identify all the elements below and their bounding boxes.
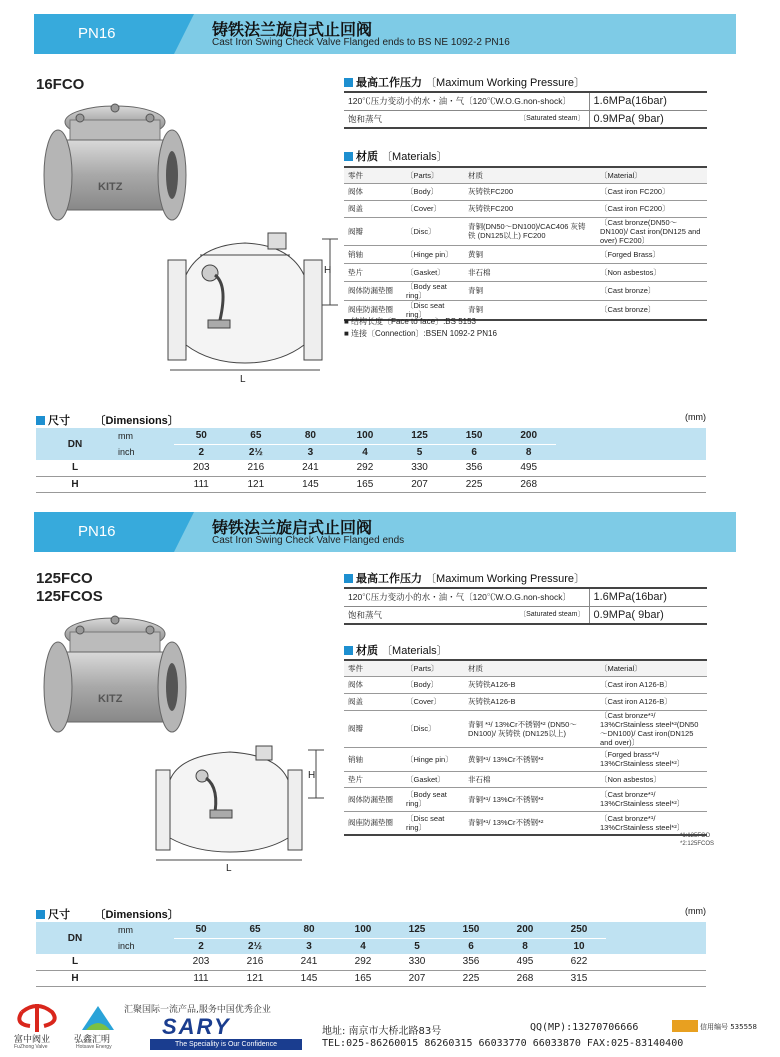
model-name: 16FCO xyxy=(36,76,85,93)
table-row: 零件 〔Parts〕 材质 〔Material〕 xyxy=(344,167,707,183)
dim-H-label: H xyxy=(324,265,332,276)
valve-logo: KITZ xyxy=(98,181,123,193)
logo1-name: 富中阀业 xyxy=(14,1035,51,1045)
brand-logo: SARY xyxy=(162,1014,231,1039)
table-row: 阀瓣 〔Disc〕 青铜(DN50～DN100)/CAC406 灰铸铁 (DN125以上) FC200 〔Cast bronze(DN50～DN100)/ Cast iron(DN125 and over) FC200〕 xyxy=(344,217,707,245)
valve-photo xyxy=(40,612,190,744)
address: 地址: 南京市大桥北路83号 xyxy=(322,1026,442,1037)
section1-banner xyxy=(34,14,736,54)
model-name: 125FCO 125FCOS xyxy=(36,570,103,605)
bullet-square-icon xyxy=(344,646,353,655)
table-row: 阀盖 〔Cover〕 灰铸铁A126-B 〔Cast iron A126-B〕 xyxy=(344,693,707,710)
pressure-condition: 120℃压力变动小的水・油・气〔120℃W.O.G.non-shock〕 xyxy=(344,588,589,606)
section2-banner xyxy=(34,512,736,552)
dimensions-heading: 尺寸 〔Dimensions〕 (mm) xyxy=(36,906,706,922)
pressure-heading: 最高工作压力 〔Maximum Working Pressure〕 xyxy=(344,74,585,90)
footer xyxy=(0,998,780,1057)
table-row: DN mm 50 65 80 100 125 150 200 xyxy=(36,428,706,444)
dimensions-table xyxy=(36,922,706,987)
table-row: 阀瓣 〔Disc〕 青铜 *¹/ 13%Cr不锈钢*² (DN50～DN100)/ 灰铸铁 (DN125以上) 〔Cast bronze*¹/ 13%CrStainless steel*²(DN50～DN100)/ Cast iron(DN125 and over)〕 xyxy=(344,710,707,747)
table-row: inch 2 2½ 3 4 5 6 8 xyxy=(36,444,706,460)
pressure-value: 1.6MPa(16bar) xyxy=(589,92,707,110)
table-row: L 203 216 241 292 330 356 495 622 xyxy=(36,954,706,970)
materials-heading: 材质 〔Materials〕 xyxy=(344,148,448,164)
table-row xyxy=(344,92,707,110)
banner-title-cn: 铸铁法兰旋启式止回阀 xyxy=(212,518,373,537)
bullet-square-icon xyxy=(36,910,45,919)
logo1-en: FuZhong Valve xyxy=(14,1044,48,1050)
pressure-value: 1.6MPa(16bar) xyxy=(589,588,707,606)
slogan: 汇聚国际一流产品,服务中国优秀企业 xyxy=(124,1005,271,1015)
table-row: 阀体防漏垫圈 〔Body seat ring〕 青铜*¹/ 13%Cr不锈钢*² 〔Cast bronze*¹/ 13%CrStainless steel*²〕 xyxy=(344,787,707,811)
logo2-name: 弘鑫汇明 xyxy=(74,1035,111,1045)
table-row: inch 2 2½ 3 4 5 6 8 10 xyxy=(36,938,706,954)
dim-L-label: L xyxy=(226,863,232,874)
table-row: 阀体防漏垫圈 〔Body seat ring〕 青铜 〔Cast bronze〕 xyxy=(344,281,707,300)
pressure-value: 0.9MPa( 9bar) xyxy=(589,110,707,128)
banner-tag: PN16 xyxy=(34,512,174,552)
pressure-heading: 最高工作压力 〔Maximum Working Pressure〕 xyxy=(344,570,585,586)
spec-notes: ■ 结构长度〔Face to face〕:BS 5153 ■ 连接〔Connection〕:BSEN 1092-2 PN16 xyxy=(344,317,497,338)
pressure-condition: 饱和蒸气 〔Saturated steam〕 xyxy=(344,606,589,624)
table-row: 阀体 〔Body〕 灰铸铁FC200 〔Cast iron FC200〕 xyxy=(344,183,707,200)
banner-title-en: Cast Iron Swing Check Valve Flanged ends xyxy=(212,535,405,546)
pressure-table xyxy=(344,587,707,625)
pressure-condition: 120℃压力变动小的水・油・气〔120℃W.O.G.non-shock〕 xyxy=(344,92,589,110)
pressure-table xyxy=(344,91,707,129)
table-row: 销轴 〔Hinge pin〕 黄铜 〔Forged Brass〕 xyxy=(344,245,707,263)
table-row: 阀盖 〔Cover〕 灰铸铁FC200 〔Cast iron FC200〕 xyxy=(344,200,707,217)
hotsave-logo-icon xyxy=(78,1002,118,1034)
footnotes: *1:125FCO *2:125FCOS xyxy=(680,833,715,847)
table-row: H 111 121 145 165 207 225 268 xyxy=(36,476,706,492)
valve-logo: KITZ xyxy=(98,693,123,705)
banner-tag: PN16 xyxy=(34,14,174,54)
table-row xyxy=(344,588,707,606)
materials-table xyxy=(344,659,707,836)
materials-heading: 材质 〔Materials〕 xyxy=(344,642,448,658)
table-row xyxy=(344,110,707,128)
banner-title-cn: 铸铁法兰旋启式止回阀 xyxy=(212,20,373,39)
bullet-square-icon xyxy=(344,152,353,161)
fuzhong-logo-icon xyxy=(14,1002,60,1034)
dim-L-label: L xyxy=(240,374,246,385)
bullet-square-icon xyxy=(344,78,353,87)
credit-number: 信用编号 535558 xyxy=(700,1023,757,1031)
phone-fax: TEL:025-86260015 86260315 66033770 66033870 FAX:025-83140400 xyxy=(322,1038,684,1049)
table-row: 阀座防漏垫圈 〔Disc seat ring〕 青铜*¹/ 13%Cr不锈钢*² 〔Cast bronze*¹/ 13%CrStainless steel*²〕 xyxy=(344,811,707,835)
logo2-en: Hotsave Energy xyxy=(76,1044,112,1050)
table-row xyxy=(344,606,707,624)
banner-title-en: Cast Iron Swing Check Valve Flanged ends to BS NE 1092-2 PN16 xyxy=(212,37,510,48)
tagline: The Speciality is Our Confidence xyxy=(150,1039,302,1050)
table-row: H 111 121 145 165 207 225 268 315 xyxy=(36,970,706,986)
valve-section-drawing xyxy=(150,740,330,875)
credit-badge-icon xyxy=(672,1020,698,1032)
pressure-condition: 饱和蒸气 〔Saturated steam〕 xyxy=(344,110,589,128)
dimensions-table xyxy=(36,428,706,493)
table-row: 零件 〔Parts〕 材质 〔Material〕 xyxy=(344,660,707,676)
table-row: 垫片 〔Gasket〕 非石棉 〔Non asbestos〕 xyxy=(344,263,707,281)
qq-number: QQ(MP):13270706666 xyxy=(530,1022,639,1033)
dim-H-label: H xyxy=(308,770,316,781)
bullet-square-icon xyxy=(344,574,353,583)
table-row: 垫片 〔Gasket〕 非石棉 〔Non asbestos〕 xyxy=(344,771,707,787)
table-row: 阀体 〔Body〕 灰铸铁A126-B 〔Cast iron A126-B〕 xyxy=(344,676,707,693)
dimensions-heading: 尺寸 〔Dimensions〕 (mm) xyxy=(36,412,706,428)
bullet-square-icon xyxy=(36,416,45,425)
table-row: 阀座防漏垫圈 〔Disc seat ring〕 青铜 〔Cast bronze〕 xyxy=(344,300,707,320)
valve-photo xyxy=(40,100,190,232)
table-row: DN mm 50 65 80 100 125 150 200 250 xyxy=(36,922,706,938)
pressure-value: 0.9MPa( 9bar) xyxy=(589,606,707,624)
table-row: L 203 216 241 292 330 356 495 xyxy=(36,460,706,476)
table-row: 销轴 〔Hinge pin〕 黄铜*¹/ 13%Cr不锈钢*² 〔Forged brass*¹/ 13%CrStainless steel*²〕 xyxy=(344,747,707,771)
valve-section-drawing xyxy=(160,225,350,390)
materials-table xyxy=(344,166,707,321)
